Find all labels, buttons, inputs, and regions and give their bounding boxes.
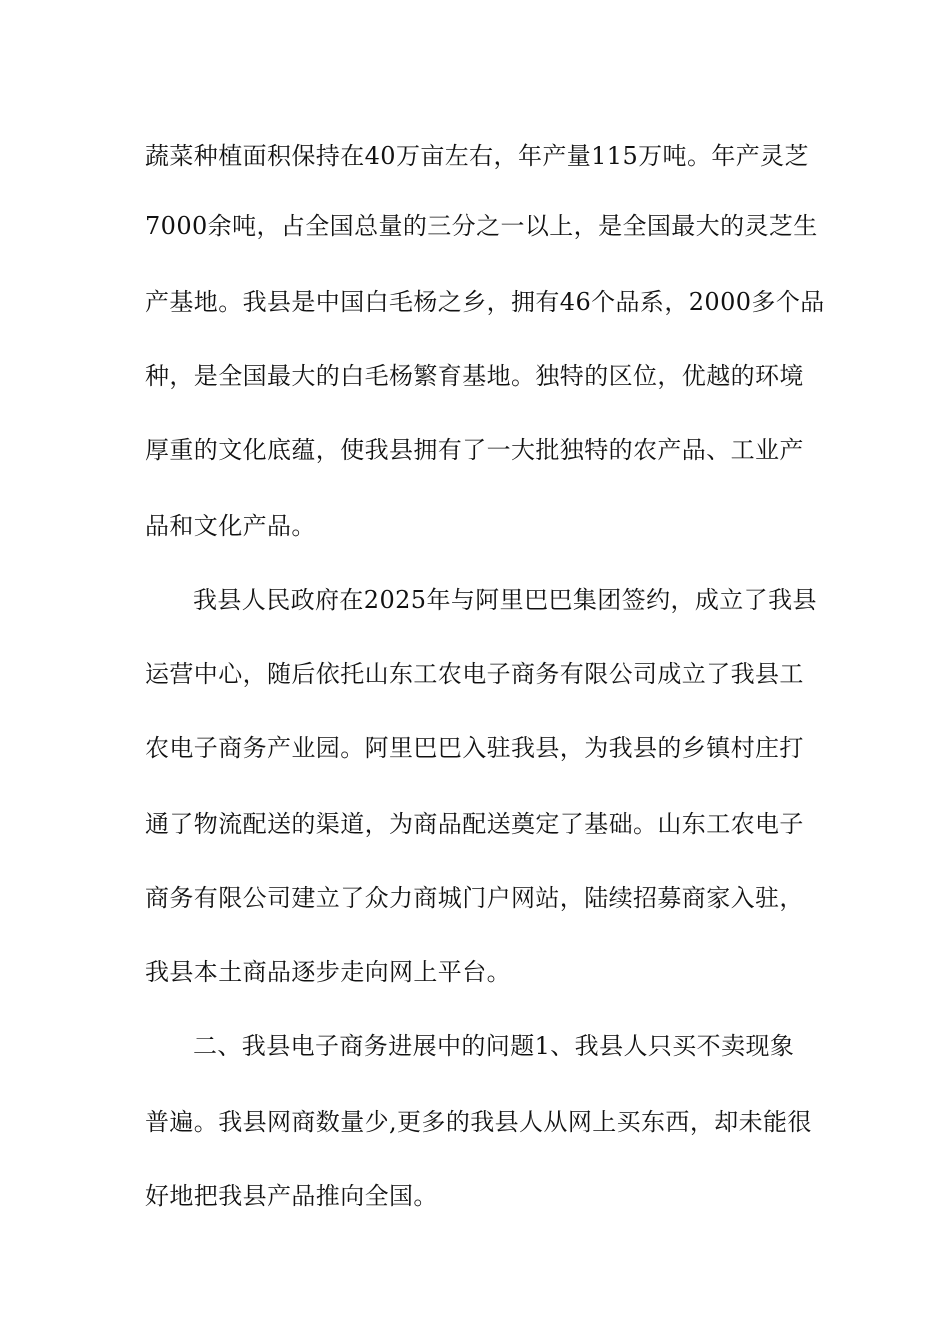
text-line: 商务有限公司建立了众力商城门户网站，陆续招募商家入驻，: [145, 884, 804, 912]
text-line: 7000余吨，占全国总量的三分之一以上，是全国最大的灵芝生: [145, 212, 818, 240]
text-line: 种，是全国最大的白毛杨繁育基地。独特的区位，优越的环境: [145, 362, 804, 390]
paragraph-first-line: 我县人民政府在2025年与阿里巴巴集团签约，成立了我县: [193, 586, 817, 614]
text-line: 厚重的文化底蕴，使我县拥有了一大批独特的农产品、工业产: [145, 436, 804, 464]
section-heading-line: 二、我县电子商务进展中的问题1、我县人只买不卖现象: [193, 1032, 795, 1060]
text-line: 好地把我县产品推向全国。: [145, 1182, 438, 1210]
text-line: 农电子商务产业园。阿里巴巴入驻我县，为我县的乡镇村庄打: [145, 734, 804, 762]
text-line: 通了物流配送的渠道，为商品配送奠定了基础。山东工农电子: [145, 810, 804, 838]
text-line: 我县本土商品逐步走向网上平台。: [145, 958, 511, 986]
text-line: 蔬菜种植面积保持在40万亩左右，年产量115万吨。年产灵芝: [145, 142, 809, 170]
text-line: 产基地。我县是中国白毛杨之乡，拥有46个品系，2000多个品: [145, 288, 825, 316]
text-line: 品和文化产品。: [145, 512, 316, 540]
text-line: 普遍。我县网商数量少,更多的我县人从网上买东西，却未能很: [145, 1108, 812, 1136]
text-line: 运营中心，随后依托山东工农电子商务有限公司成立了我县工: [145, 660, 804, 688]
